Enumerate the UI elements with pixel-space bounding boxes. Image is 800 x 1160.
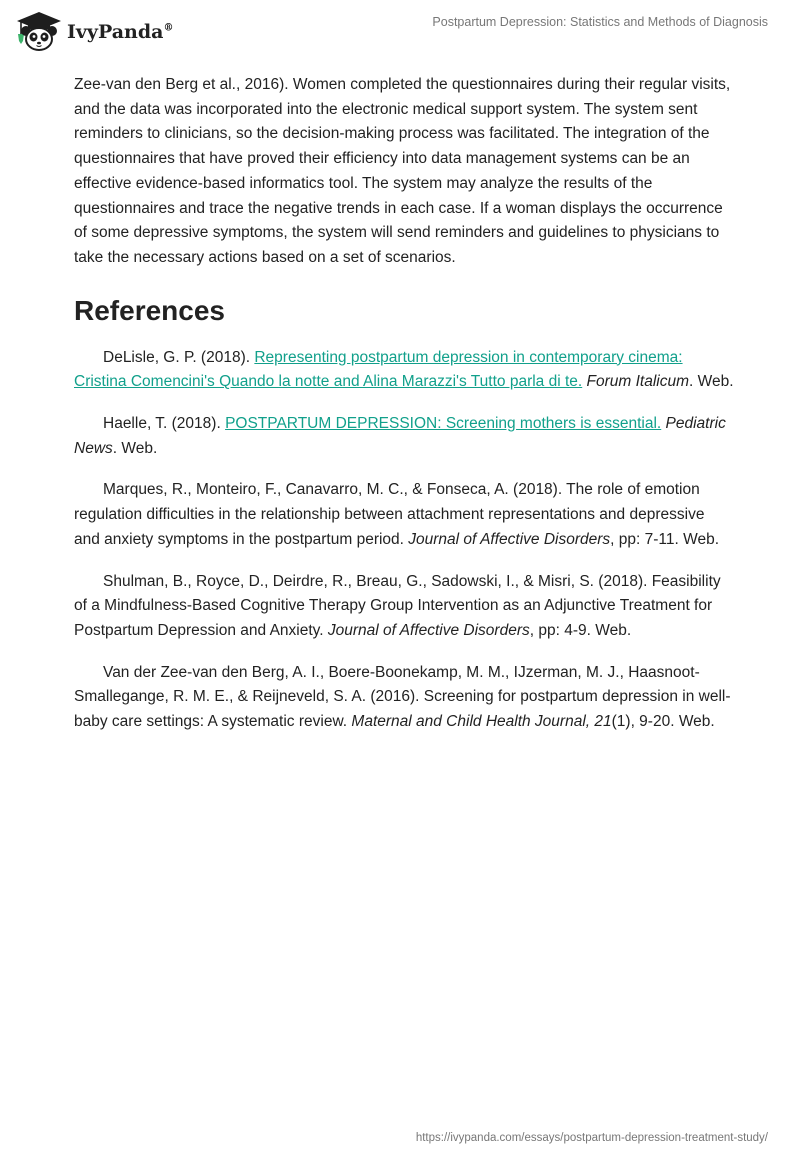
reference-item: Marques, R., Monteiro, F., Canavarro, M. C., & Fonseca, A. (2018). The role of emotion regulation difficulties in the relationship between attachment representations and depressive and anxiety symptoms in the postpartum period. Journal of Affective Disorders, pp: 7-11. Web. xyxy=(74,481,720,548)
reference-journal: Pediatric News xyxy=(74,415,726,457)
essay-content xyxy=(74,73,734,735)
reference-link[interactable]: Representing postpartum depression in contemporary cinema: Cristina Comencini's Quando la notte and Alina Marazzi's Tutto parla di te. xyxy=(74,348,683,391)
reference-journal: Maternal and Child Health Journal, 21 xyxy=(351,713,612,731)
reference-link[interactable]: POSTPARTUM DEPRESSION: Screening mothers is essential. xyxy=(225,415,662,433)
panda-graduate-icon xyxy=(14,10,64,52)
reference-journal: Journal of Affective Disorders xyxy=(408,530,611,548)
ivypanda-logo[interactable] xyxy=(14,10,173,52)
reference-journal: Journal of Affective Disorders xyxy=(327,621,530,639)
reference-item: Haelle, T. (2018). POSTPARTUM DEPRESSION: Screening mothers is essential. Pediatric News. Web. xyxy=(74,415,726,457)
brand-name: IvyPanda® xyxy=(67,21,174,43)
document-title: Postpartum Depression: Statistics and Methods of Diagnosis xyxy=(432,15,768,29)
reference-item: DeLisle, G. P. (2018). Representing postpartum depression in contemporary cinema: Cristina Comencini's Quando la notte and Alina Marazzi's Tutto parla di te. Forum Italicum. Web. xyxy=(74,348,734,391)
reference-item: Shulman, B., Royce, D., Deirdre, R., Breau, G., Sadowski, I., & Misri, S. (2018). Feasibility of a Mindfulness-Based Cognitive Therapy Group Intervention as an Adjunctive Treatment for Postpartum Depression and Anxiety. Journal of Affective Disorders, pp: 4-9. Web. xyxy=(74,572,721,639)
body-paragraph: Zee-van den Berg et al., 2016). Women completed the questionnaires during their regular visits, and the data was incorporated into the electronic medical support system. The system sent reminders to clinicians, so the decision-making process was facilitated. The integration of the questionnaires that have proved their efficiency into data management systems can be an effective evidence-based informatics tool. The system may analyze the results of the questionnaires and trace the negative trends in each case. If a woman displays the occurrence of some depressive symptoms, the system will send reminders and guidelines to physicians to take the necessary actions based on a set of scenarios. xyxy=(74,76,731,266)
reference-item: Van der Zee-van den Berg, A. I., Boere-Boonekamp, M. M., IJzerman, M. J., Haasnoot-Smallegange, R. M. E., & Reijneveld, S. A. (2016). Screening for postpartum depression in well-baby care settings: A systematic review. Maternal and Child Health Journal, 21(1), 9-20. Web. xyxy=(74,663,731,731)
reference-journal: Forum Italicum xyxy=(586,373,690,391)
reference-list xyxy=(74,346,734,735)
references-heading: References xyxy=(74,294,225,326)
footer-url[interactable]: https://ivypanda.com/essays/postpartum-depression-treatment-study/ xyxy=(415,1132,768,1144)
